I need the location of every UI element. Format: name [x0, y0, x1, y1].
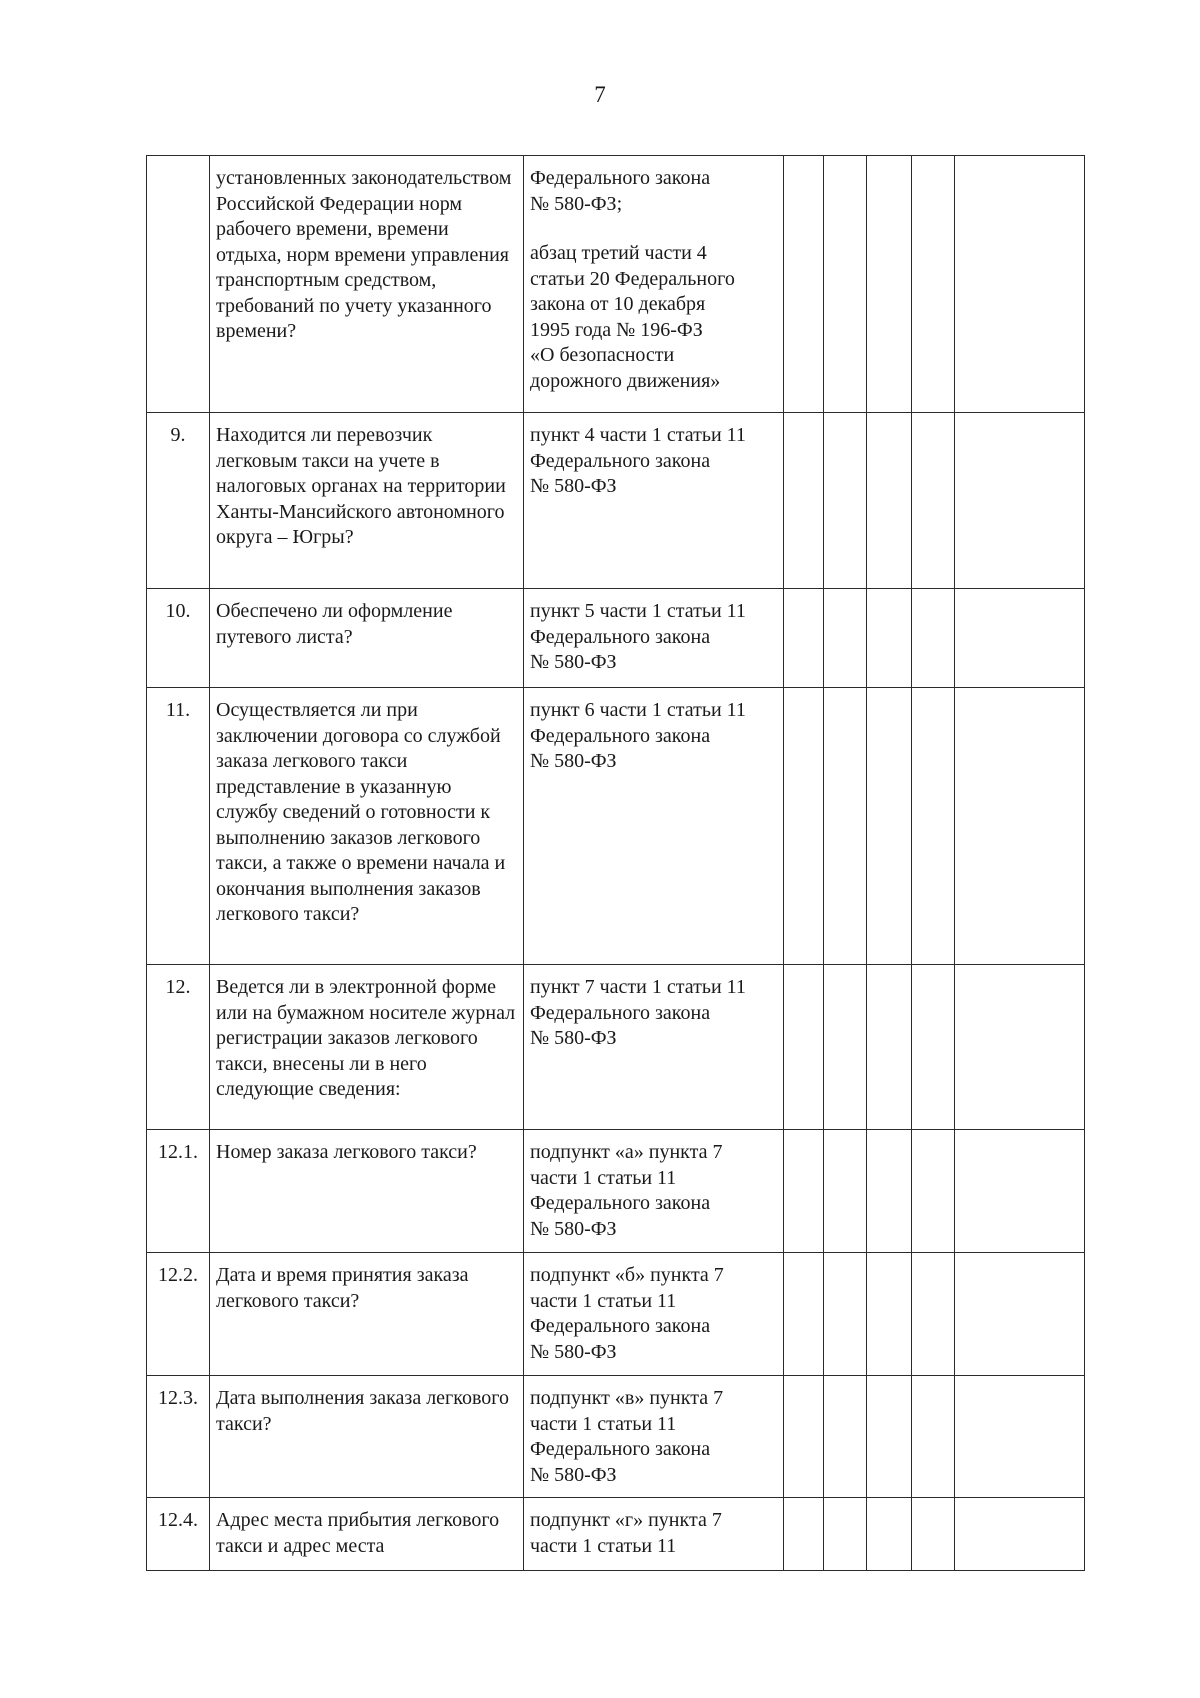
check-cell[interactable]	[784, 156, 824, 413]
check-cell[interactable]	[784, 1130, 824, 1253]
note-cell[interactable]	[955, 413, 1085, 589]
reference-cell	[524, 1498, 784, 1571]
check-cell[interactable]	[824, 1376, 867, 1498]
note-cell[interactable]	[955, 589, 1085, 688]
table-row	[147, 688, 1085, 965]
reference-cell	[524, 589, 784, 688]
check-cell[interactable]	[867, 1376, 912, 1498]
check-cell[interactable]	[784, 589, 824, 688]
row-number: 12.4.	[147, 1498, 210, 1571]
check-cell[interactable]	[912, 1253, 955, 1376]
check-cell[interactable]	[912, 1498, 955, 1571]
question-cell: Находится ли перевозчик легковым такси на учете в налоговых органах на территории Ханты-Мансийского автономного округа – Югры?	[210, 413, 524, 589]
reference-cell	[524, 1253, 784, 1376]
check-cell[interactable]	[867, 1130, 912, 1253]
check-cell[interactable]	[824, 589, 867, 688]
table-row	[147, 589, 1085, 688]
reference-cell	[524, 156, 784, 413]
check-cell[interactable]	[824, 1498, 867, 1571]
page-number: 7	[594, 82, 606, 107]
table-row	[147, 1376, 1085, 1498]
check-cell[interactable]	[824, 1130, 867, 1253]
note-cell[interactable]	[955, 1498, 1085, 1571]
question-cell: Осуществляется ли при заключении договора со службой заказа легкового такси представление в указанную службу сведений о готовности к выполнению заказов легкового такси, а также о времени начала и окончания выполнения заказов легкового такси?	[210, 688, 524, 965]
reference-text: подпункт «в» пункта 7 части 1 статьи 11 Федерального закона № 580-ФЗ	[530, 1387, 724, 1486]
check-cell[interactable]	[912, 1376, 955, 1498]
check-cell[interactable]	[912, 156, 955, 413]
row-number: 12.3.	[147, 1376, 210, 1498]
check-cell[interactable]	[784, 965, 824, 1130]
check-cell[interactable]	[912, 1130, 955, 1253]
table-row	[147, 1253, 1085, 1376]
reference-text: абзац третий части 4 статьи 20 Федерального закона от 10 декабря 1995 года № 196-ФЗ «О безопасности дорожного движения»	[530, 242, 735, 392]
reference-cell	[524, 1376, 784, 1498]
check-cell[interactable]	[867, 965, 912, 1130]
check-cell[interactable]	[824, 413, 867, 589]
row-number	[147, 156, 210, 413]
note-cell[interactable]	[955, 156, 1085, 413]
check-cell[interactable]	[824, 156, 867, 413]
note-cell[interactable]	[955, 965, 1085, 1130]
check-cell[interactable]	[784, 413, 824, 589]
reference-cell	[524, 965, 784, 1130]
note-cell[interactable]	[955, 1130, 1085, 1253]
row-number: 12.2.	[147, 1253, 210, 1376]
check-cell[interactable]	[824, 965, 867, 1130]
row-number: 11.	[147, 688, 210, 965]
table-row	[147, 1130, 1085, 1253]
reference-text: подпункт «г» пункта 7 части 1 статьи 11	[530, 1509, 722, 1557]
table-row	[147, 413, 1085, 589]
reference-cell	[524, 688, 784, 965]
check-cell[interactable]	[784, 1253, 824, 1376]
reference-text: пункт 7 части 1 статьи 11 Федерального закона № 580-ФЗ	[530, 976, 746, 1049]
note-cell[interactable]	[955, 688, 1085, 965]
check-cell[interactable]	[784, 688, 824, 965]
question-cell: Дата и время принятия заказа легкового такси?	[210, 1253, 524, 1376]
check-cell[interactable]	[867, 688, 912, 965]
row-number: 9.	[147, 413, 210, 589]
reference-cell	[524, 1130, 784, 1253]
check-cell[interactable]	[824, 1253, 867, 1376]
check-cell[interactable]	[867, 413, 912, 589]
reference-text: пункт 6 части 1 статьи 11 Федерального закона № 580-ФЗ	[530, 699, 746, 772]
reference-text: пункт 5 части 1 статьи 11 Федерального закона № 580-ФЗ	[530, 600, 746, 673]
check-cell[interactable]	[784, 1376, 824, 1498]
question-cell: Адрес места прибытия легкового такси и адрес места	[210, 1498, 524, 1571]
note-cell[interactable]	[955, 1376, 1085, 1498]
check-cell[interactable]	[867, 156, 912, 413]
question-cell: Номер заказа легкового такси?	[210, 1130, 524, 1253]
check-cell[interactable]	[867, 589, 912, 688]
check-cell[interactable]	[867, 1498, 912, 1571]
note-cell[interactable]	[955, 1253, 1085, 1376]
check-cell[interactable]	[784, 1498, 824, 1571]
question-cell: Ведется ли в электронной форме или на бумажном носителе журнал регистрации заказов легкового такси, внесены ли в него следующие сведения:	[210, 965, 524, 1130]
reference-text: Федерального закона № 580-ФЗ;	[530, 167, 711, 215]
table-row	[147, 1498, 1085, 1571]
check-cell[interactable]	[912, 688, 955, 965]
row-number: 12.1.	[147, 1130, 210, 1253]
reference-text: пункт 4 части 1 статьи 11 Федерального закона № 580-ФЗ	[530, 424, 746, 497]
check-cell[interactable]	[867, 1253, 912, 1376]
question-cell: установленных законодательством Российской Федерации норм рабочего времени, времени отдыха, норм времени управления транспортным средством, требований по учету указанного времени?	[210, 156, 524, 413]
reference-text: подпункт «б» пункта 7 части 1 статьи 11 Федерального закона № 580-ФЗ	[530, 1264, 724, 1363]
check-cell[interactable]	[912, 965, 955, 1130]
check-cell[interactable]	[824, 688, 867, 965]
check-cell[interactable]	[912, 413, 955, 589]
row-number: 12.	[147, 965, 210, 1130]
reference-text: подпункт «а» пункта 7 части 1 статьи 11 Федерального закона № 580-ФЗ	[530, 1141, 723, 1240]
question-cell: Обеспечено ли оформление путевого листа?	[210, 589, 524, 688]
checklist-table	[146, 155, 1085, 1571]
question-cell: Дата выполнения заказа легкового такси?	[210, 1376, 524, 1498]
table-row	[147, 156, 1085, 413]
check-cell[interactable]	[912, 589, 955, 688]
table-row	[147, 965, 1085, 1130]
row-number: 10.	[147, 589, 210, 688]
reference-cell	[524, 413, 784, 589]
